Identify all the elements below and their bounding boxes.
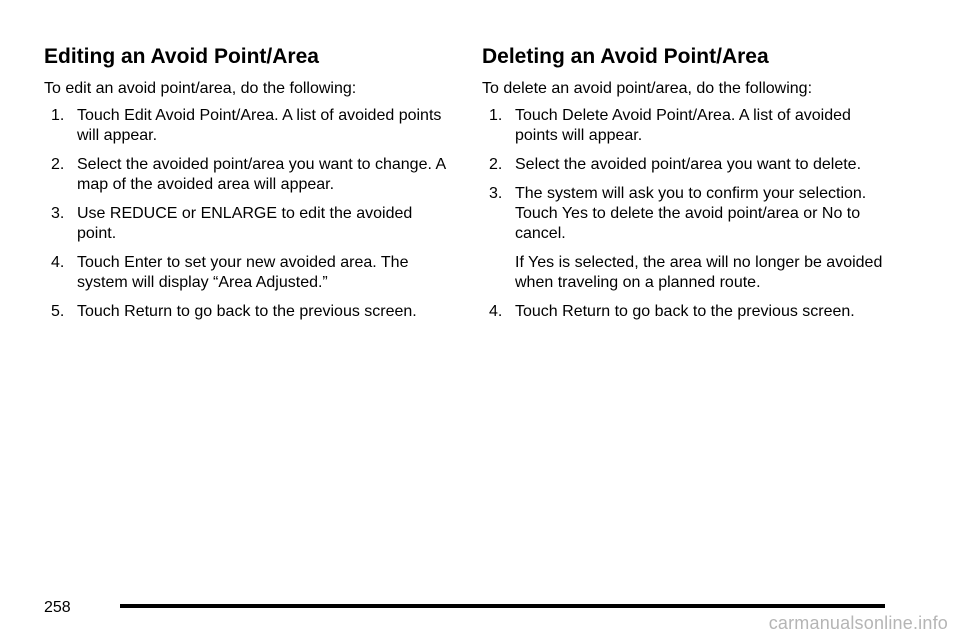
editing-step-1 [44,106,454,146]
deleting-step-3 [482,184,892,293]
deleting-step-2 [482,155,892,175]
editing-intro: To edit an avoid point/area, do the following: [44,80,357,97]
deleting-heading: Deleting an Avoid Point/Area [482,45,769,68]
deleting-step-4 [482,302,892,322]
step-number: 5. [51,303,65,320]
step-text: Use REDUCE or ENLARGE to edit the avoided point. [77,205,413,242]
step-text: Touch Return to go back to the previous screen. [77,303,417,320]
step-text: The system will ask you to confirm your selection. Touch Yes to delete the avoid point/area or No to cancel. [515,185,867,242]
editing-step-5 [44,302,454,322]
deleting-steps [482,106,892,322]
step-text: Select the avoided point/area you want to change. A map of the avoided area will appear. [77,156,446,193]
editing-step-4 [44,253,454,293]
footer-rule [120,604,885,608]
step-text: Touch Edit Avoid Point/Area. A list of avoided points will appear. [77,107,442,144]
step-text: Select the avoided point/area you want to delete. [515,156,862,173]
step-number: 4. [51,254,65,271]
deleting-step-1 [482,106,892,146]
editing-heading: Editing an Avoid Point/Area [44,45,319,68]
step-number: 3. [489,185,503,202]
editing-step-3 [44,204,454,244]
step-number: 2. [489,156,503,173]
deleting-section [482,44,892,331]
editing-steps [44,106,454,322]
deleting-intro: To delete an avoid point/area, do the following: [482,80,813,97]
editing-step-2 [44,155,454,195]
step-text: Touch Enter to set your new avoided area. The system will display “Area Adjusted.” [77,254,409,291]
page-footer [44,598,886,618]
step-note: If Yes is selected, the area will no longer be avoided when traveling on a planned route. [515,254,883,291]
step-text: Touch Return to go back to the previous screen. [515,303,855,320]
editing-section [44,44,454,331]
step-number: 1. [51,107,65,124]
page-number: 258 [44,599,71,616]
step-number: 4. [489,303,503,320]
step-number: 3. [51,205,65,222]
watermark: carmanualsonline.info [768,613,948,633]
step-text: Touch Delete Avoid Point/Area. A list of avoided points will appear. [515,107,851,144]
step-number: 2. [51,156,65,173]
step-number: 1. [489,107,503,124]
